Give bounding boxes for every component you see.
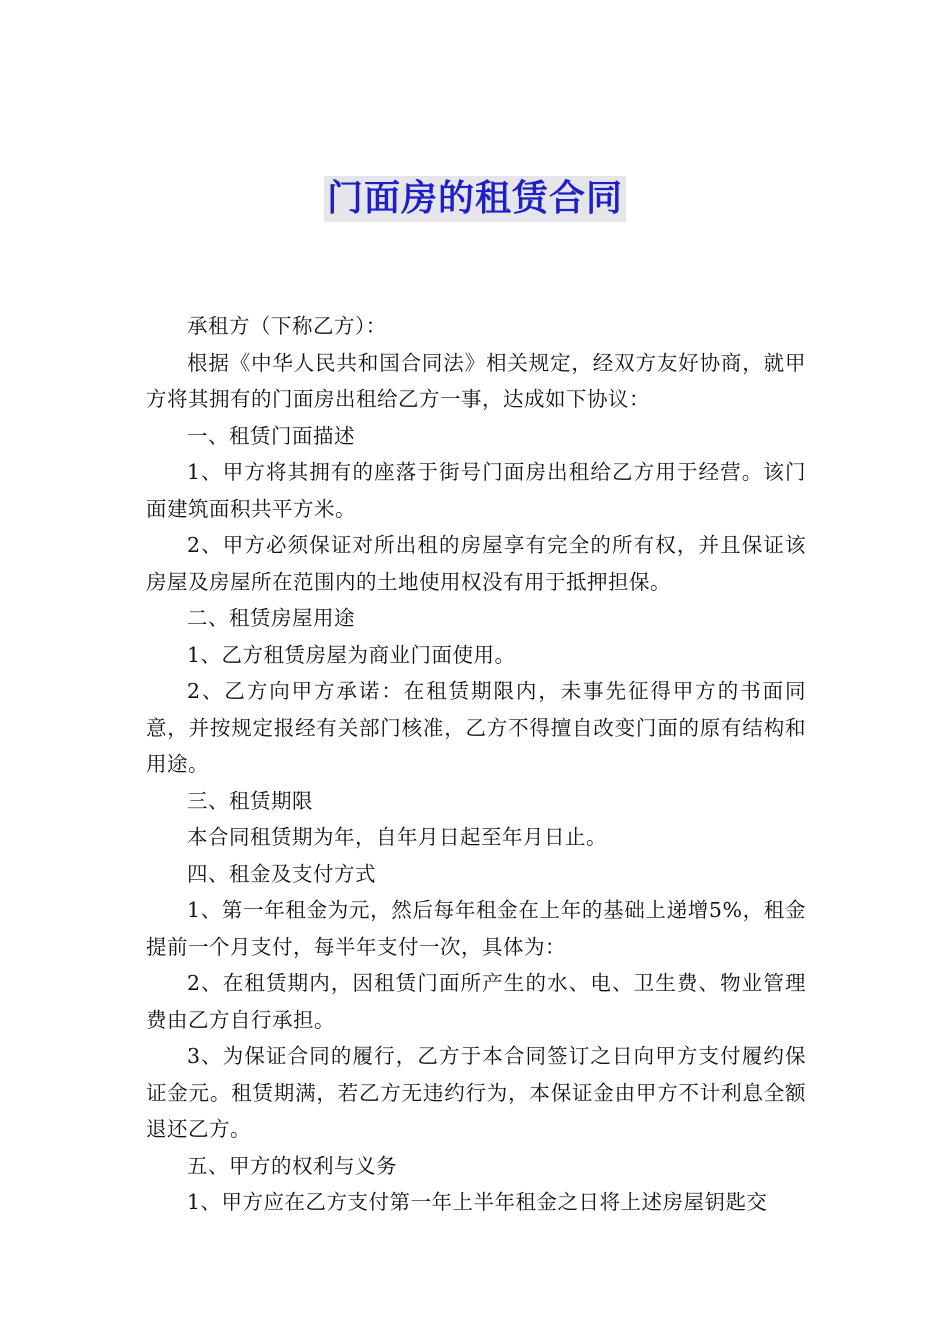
paragraph-3-1: 本合同租赁期为年，自年月日起至年月日止。 [187,825,607,849]
section-heading-2: 二、租赁房屋用途 [187,606,355,630]
paragraph-1-2: 2、甲方必须保证对所出租的房屋享有完全的所有权，并且保证该房屋及房屋所在范围内的土地使用权没有用于抵押担保。 [146,533,806,594]
paragraph-2-2: 2、乙方向甲方承诺：在租赁期限内，未事先征得甲方的书面同意，并按规定报经有关部门核准，乙方不得擅自改变门面的原有结构和用途。 [146,679,806,776]
paragraph-4-1: 1、第一年租金为元，然后每年租金在上年的基础上递增5%，租金提前一个月支付，每半年支付一次，具体为： [146,898,806,959]
document-title: 门面房的租赁合同 [324,176,626,222]
section-heading-3: 三、租赁期限 [187,788,313,813]
paragraph-2-1: 1、乙方租赁房屋为商业门面使用。 [187,642,516,667]
title-container [0,176,950,222]
section-heading-4: 四、租金及支付方式 [187,861,376,886]
paragraph-1-1: 1、甲方将其拥有的座落于街号门面房出租给乙方用于经营。该门面建筑面积共平方米。 [146,460,806,521]
paragraph-4-2: 2、在租赁期内，因租赁门面所产生的水、电、卫生费、物业管理费由乙方自行承担。 [146,971,806,1032]
document-body [146,308,806,1221]
paragraph-lessee: 承租方（下称乙方）： [187,314,387,338]
paragraph-4-3: 3、为保证合同的履行，乙方于本合同签订之日向甲方支付履约保证金元。租赁期满，若乙方无违约行为，本保证金由甲方不计利息全额退还乙方。 [146,1044,806,1141]
paragraph-preamble: 根据《中华人民共和国合同法》相关规定，经双方友好协商，就甲方将其拥有的门面房出租给乙方一事，达成如下协议： [146,350,806,411]
section-heading-1: 一、租赁门面描述 [187,423,355,448]
section-heading-5: 五、甲方的权利与义务 [187,1153,397,1178]
paragraph-5-1: 1、甲方应在乙方支付第一年上半年租金之日将上述房屋钥匙交 [187,1190,768,1214]
